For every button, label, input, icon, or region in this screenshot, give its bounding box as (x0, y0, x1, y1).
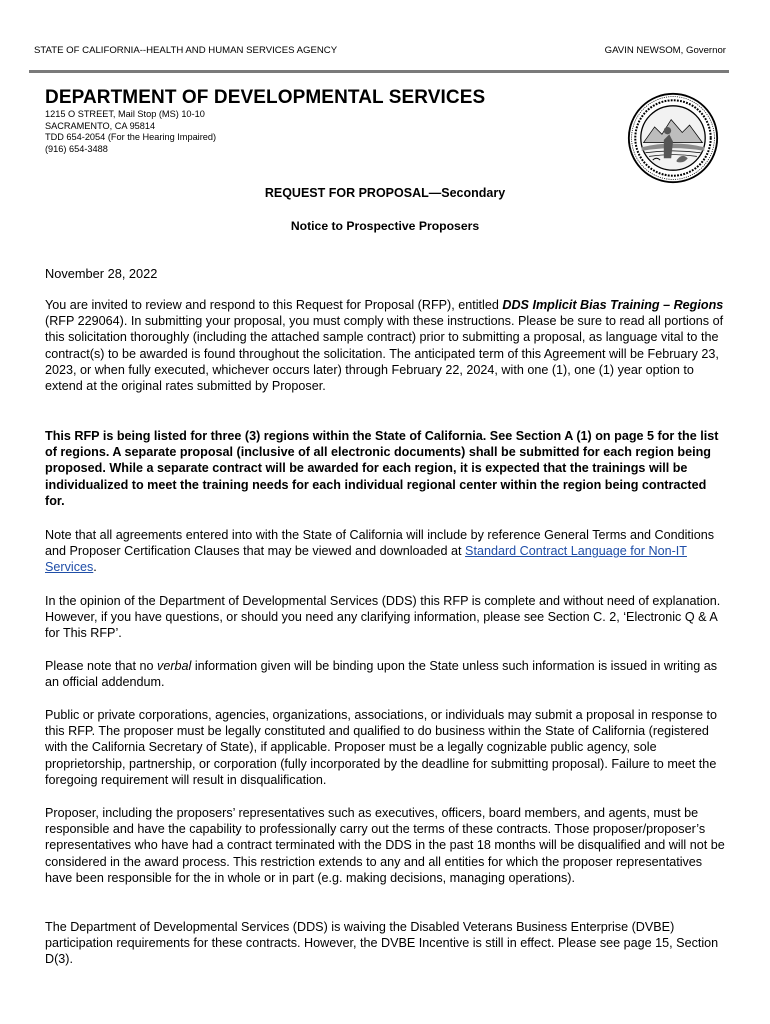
address-line: SACRAMENTO, CA 95814 (45, 120, 156, 131)
department-name: DEPARTMENT OF DEVELOPMENTAL SERVICES (45, 87, 486, 108)
questions-text: In the opinion of the Department of Developmental Services (DDS) this RFP is complete and without need of explanation. However, if you have questions, or should you need any clarifying information, please see Section C. 2, ‘Electronic Q & A for This RFP’. (45, 594, 721, 641)
regions-notice-text: This RFP is being listed for three (3) regions within the State of California. See Section A (1) on page 5 for the list of regions. A separate proposal (inclusive of all electronic documents) shall be submitted for each region being proposed. While a separate contract will be awarded for each region, it is expected that the trainings will be individualized to meet the training needs for each individual regional center within the region being contracted for. (45, 429, 719, 508)
document-subtitle: Notice to Prospective Proposers (290, 219, 480, 233)
verbal-text: Please note that no (45, 659, 158, 673)
agency-name: STATE OF CALIFORNIA--HEALTH AND HUMAN SERVICES AGENCY (34, 45, 338, 56)
governor-name: GAVIN NEWSOM, Governor (604, 45, 726, 56)
paragraph-questions (45, 593, 729, 642)
terms-text: Note that all agreements entered into with the State of California will include by reference General Terms and Conditions and Proposer Certification Clauses that may be viewed and downloaded at (45, 528, 714, 559)
verbal-emphasis: verbal (157, 659, 192, 673)
paragraph-verbal (45, 658, 729, 690)
address-line: TDD 654-2054 (For the Hearing Impaired) (45, 132, 217, 143)
document-date: November 28, 2022 (45, 266, 158, 281)
rfp-title: DDS Implicit Bias Training – Regions (502, 298, 724, 312)
paragraph-regions-notice (45, 428, 729, 509)
paragraph-terms (45, 527, 729, 576)
state-seal-icon (627, 92, 719, 184)
address-line: 1215 O STREET, Mail Stop (MS) 10-10 (45, 109, 205, 119)
letterhead-top-line (34, 45, 726, 56)
intro-text-cont: (RFP 229064). In submitting your proposal, you must comply with these instructions. Please be sure to read all portions of this solicitation thoroughly (including the attached sample contract) prior to submitting a proposal, as language vital to the contract(s) to be awarded is found throughout the solicitation. The anticipated term of this Agreement will be February 23, 2023, or when fully executed, whichever occurs later) through February 22, 2024, with one (1), one (1) year option to extend at the original rates submitted by Proposer. (45, 314, 724, 394)
paragraph-eligibility (45, 707, 729, 788)
address-line: (916) 654-3488 (45, 143, 108, 154)
paragraph-intro (45, 297, 729, 394)
verbal-text-cont: information given will be binding upon the State unless such information is issued in writing as an official addendum. (45, 659, 718, 690)
department-address (45, 109, 216, 155)
responsibility-text: Proposer, including the proposers’ representatives such as executives, officers, board members, and agents, must be responsible and have the capability to professionally carry out the terms of these contracts. Those proposer/proposer’s representatives who have had a contract terminated with the DDS in the past 18 months will be disqualified and will not be considered in the award process. This restriction extends to any and all entities for which the proposer representatives have been responsible for the in whole or in part (e.g. making decisions, managing operations). (45, 806, 725, 885)
intro-text: You are invited to review and respond to this Request for Proposal (RFP), entitled (45, 298, 503, 312)
eligibility-text: Public or private corporations, agencies, organizations, associations, or individuals may submit a proposal in response to this RFP. The proposer must be legally constituted and qualified to do business within the State of California (registered with the California Secretary of State), if applicable. Proposer must be a legally cognizable public agency, sole proprietorship, partnership, or corporation (fully incorporated by the deadline for submitting proposal). Failure to meet the foregoing requirement will result in disqualification. (45, 708, 718, 787)
paragraph-dvbe (45, 919, 729, 968)
standard-contract-link[interactable]: Standard Contract Language for Non-IT Services (45, 544, 687, 575)
dvbe-text: The Department of Developmental Services (DDS) is waiving the Disabled Veterans Business Enterprise (DVBE) participation requirements for these contracts. However, the DVBE Incentive is still in effect. Please see page 15, Section D(3). (45, 920, 719, 967)
document-title: REQUEST FOR PROPOSAL—Secondary (264, 186, 506, 200)
terms-text-end: . (93, 560, 97, 575)
paragraph-responsibility (45, 805, 729, 886)
header-rule (29, 70, 729, 73)
